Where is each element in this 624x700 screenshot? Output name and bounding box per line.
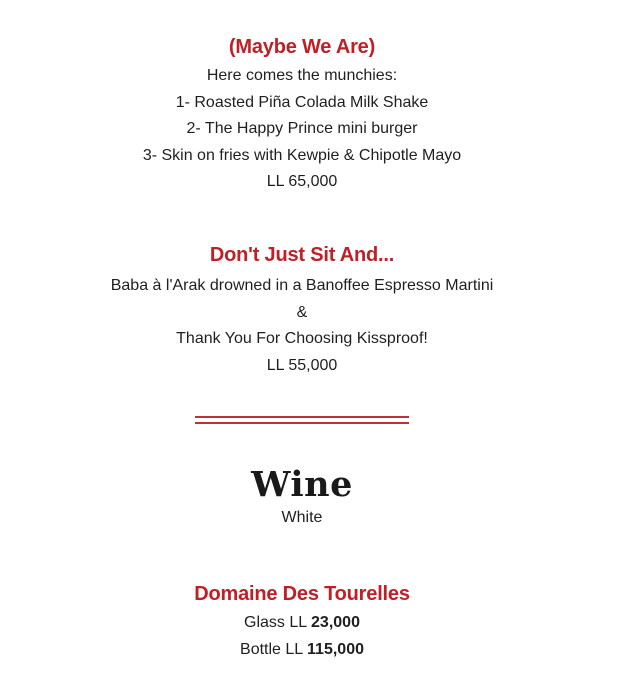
section-line: 2- The Happy Prince mini burger <box>186 120 418 137</box>
wine-subheading: White <box>281 509 323 526</box>
section-line: Baba à l'Arak drowned in a Banoffee Espresso Martini <box>110 277 494 294</box>
menu-section-maybe-we-are <box>0 34 604 196</box>
wine-heading: Wine <box>251 464 353 505</box>
section-line: & <box>296 303 308 321</box>
wine-item <box>0 581 604 663</box>
bottle-label: Bottle LL <box>240 640 303 658</box>
section-title: (Maybe We Are) <box>228 36 376 58</box>
section-line: 1- Roasted Piña Colada Milk Shake <box>175 93 429 111</box>
double-line-divider <box>195 416 409 425</box>
menu-section-dont-just-sit <box>0 242 604 379</box>
section-line: Here comes the munchies: <box>206 67 398 84</box>
section-price: LL 65,000 <box>266 173 338 190</box>
bottle-price-value: 115,000 <box>307 640 364 658</box>
wine-glass-price <box>0 610 604 637</box>
section-line: 3- Skin on fries with Kewpie & Chipotle Mayo <box>142 146 462 164</box>
glass-price-value: 23,000 <box>311 614 360 631</box>
section-title: Don't Just Sit And... <box>209 244 395 266</box>
wine-header <box>0 465 604 532</box>
section-line: Thank You For Choosing Kissproof! <box>176 330 428 347</box>
divider-line-top <box>195 416 409 418</box>
section-price: LL 55,000 <box>266 356 338 374</box>
glass-label: Glass LL <box>244 614 307 631</box>
wine-item-name: Domaine Des Tourelles <box>194 583 410 605</box>
wine-bottle-price <box>0 637 604 664</box>
divider-line-bottom <box>195 422 409 424</box>
